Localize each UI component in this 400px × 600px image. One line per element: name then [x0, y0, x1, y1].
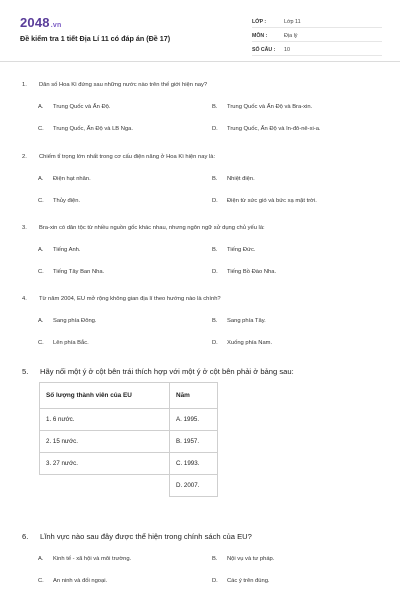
- matching-table: [39, 382, 218, 497]
- option-text: Tiếng Tây Ban Nha.: [53, 269, 105, 275]
- option-key: A.: [38, 176, 44, 182]
- table-cell: C. 1993.: [170, 453, 218, 475]
- option-key: A.: [38, 247, 44, 253]
- meta-value: Địa lý: [284, 32, 298, 39]
- meta-row-class: [252, 16, 382, 28]
- option-text: Tiếng Bồ Đào Nha.: [227, 269, 277, 275]
- question-2-option-b[interactable]: [212, 176, 255, 182]
- table-header-cell: Năm: [170, 383, 218, 409]
- option-key: D.: [212, 340, 218, 346]
- table-cell: 3. 27 nước.: [40, 453, 170, 475]
- question-3-option-b[interactable]: [212, 247, 255, 253]
- option-text: Trung Quốc, Ấn Độ và In-đô-nê-xi-a.: [227, 126, 321, 132]
- question-number: 4.: [22, 296, 27, 302]
- meta-label: SỐ CÂU :: [252, 46, 276, 53]
- question-3-stem: [22, 225, 265, 231]
- question-4-option-d[interactable]: [212, 340, 272, 346]
- meta-row-subject: [252, 30, 382, 42]
- option-text: Trung Quốc, Ấn Độ và LB Nga.: [53, 126, 134, 132]
- option-key: D.: [212, 269, 218, 275]
- question-2-option-d[interactable]: [212, 198, 317, 204]
- question-text: Chiếm tỉ trọng lớn nhất trong cơ cấu điện năng ở Hoa Kì hiện nay là:: [39, 154, 216, 160]
- question-6-option-c[interactable]: [38, 578, 107, 584]
- question-number: 1.: [22, 82, 27, 88]
- option-text: Kinh tế - xã hội và môi trường.: [53, 556, 132, 562]
- meta-value: Lớp 11: [284, 18, 301, 25]
- question-1-stem: [22, 82, 207, 88]
- option-text: Điện hạt nhân.: [53, 176, 91, 182]
- option-key: C.: [38, 340, 44, 346]
- option-text: An ninh và đối ngoại.: [53, 578, 108, 584]
- option-key: C.: [38, 578, 44, 584]
- question-3-option-a[interactable]: [38, 247, 81, 253]
- logo-sub-text: .vn: [50, 22, 62, 29]
- option-text: Tiếng Anh.: [53, 247, 81, 253]
- question-1-option-b[interactable]: [212, 104, 312, 110]
- meta-value: 10: [284, 46, 290, 53]
- question-number: 2.: [22, 154, 27, 160]
- question-2-option-a[interactable]: [38, 176, 91, 182]
- question-number: 3.: [22, 225, 27, 231]
- table-row: [40, 431, 218, 453]
- question-6-option-a[interactable]: [38, 556, 131, 562]
- table-row: [40, 475, 218, 497]
- question-4-stem: [22, 296, 221, 302]
- option-key: D.: [212, 578, 218, 584]
- option-key: B.: [212, 556, 218, 562]
- option-text: Xuống phía Nam.: [227, 340, 273, 346]
- option-key: B.: [212, 104, 218, 110]
- question-1-option-d[interactable]: [212, 126, 321, 132]
- meta-label: MÔN :: [252, 32, 268, 39]
- question-number: 5.: [22, 367, 29, 376]
- option-text: Trung Quốc và Ấn Độ và Bra-xin.: [227, 104, 313, 110]
- site-logo[interactable]: [20, 15, 61, 30]
- table-cell: B. 1957.: [170, 431, 218, 453]
- question-3-option-c[interactable]: [38, 269, 104, 275]
- question-4-option-b[interactable]: [212, 318, 266, 324]
- question-2-option-c[interactable]: [38, 198, 80, 204]
- option-key: A.: [38, 556, 44, 562]
- meta-row-count: [252, 44, 382, 56]
- question-text: Dân số Hoa Kì đứng sau những nước nào trên thế giới hiện nay?: [39, 82, 208, 88]
- question-6-option-b[interactable]: [212, 556, 274, 562]
- logo-main-text: 2048: [20, 15, 50, 30]
- table-cell: 1. 6 nước.: [40, 409, 170, 431]
- table-cell: [40, 475, 170, 497]
- option-key: A.: [38, 104, 44, 110]
- question-1-option-c[interactable]: [38, 126, 133, 132]
- table-cell: 2. 15 nước.: [40, 431, 170, 453]
- page-header: [0, 0, 400, 62]
- question-4-option-c[interactable]: [38, 340, 89, 346]
- question-text: Hãy nối một ý ở cột bên trái thích hợp với một ý ở cột bên phải ở bảng sau:: [40, 367, 294, 376]
- option-key: D.: [212, 198, 218, 204]
- table-cell: D. 2007.: [170, 475, 218, 497]
- question-1-option-a[interactable]: [38, 104, 110, 110]
- option-text: Sang phía Đông.: [53, 318, 97, 324]
- exam-meta: [252, 16, 382, 58]
- question-3-option-d[interactable]: [212, 269, 276, 275]
- option-text: Lên phía Bắc.: [53, 340, 89, 346]
- option-key: C.: [38, 269, 44, 275]
- table-cell: A. 1995.: [170, 409, 218, 431]
- option-text: Nhiệt điện.: [227, 176, 255, 182]
- page-title: Đề kiểm tra 1 tiết Địa Lí 11 có đáp án (Đề 17): [20, 34, 171, 43]
- meta-label: LỚP :: [252, 18, 267, 25]
- option-text: Các ý trên đúng.: [227, 578, 270, 584]
- option-text: Thủy điện.: [53, 198, 81, 204]
- question-6-option-d[interactable]: [212, 578, 270, 584]
- question-2-stem: [22, 154, 215, 160]
- option-text: Sang phía Tây.: [227, 318, 266, 324]
- table-header-row: [40, 383, 218, 409]
- option-key: B.: [212, 247, 218, 253]
- question-5-stem: [22, 367, 294, 376]
- question-6-stem: [22, 532, 252, 541]
- option-text: Tiếng Đức.: [227, 247, 256, 253]
- option-text: Trung Quốc và Ấn Độ.: [53, 104, 111, 110]
- question-text: Lĩnh vực nào sau đây được thể hiện trong chính sách của EU?: [40, 532, 252, 541]
- option-key: B.: [212, 176, 218, 182]
- table-header-cell: Số lượng thành viên của EU: [40, 383, 170, 409]
- option-key: B.: [212, 318, 218, 324]
- option-key: C.: [38, 126, 44, 132]
- option-text: Nội vụ và tư pháp.: [227, 556, 275, 562]
- question-text: Bra-xin có dân tộc từ nhiều nguồn gốc khác nhau, nhưng ngôn ngữ sử dụng chủ yếu là:: [39, 225, 265, 231]
- question-text: Từ năm 2004, EU mở rộng không gian địa lí theo hướng nào là chính?: [39, 296, 221, 302]
- option-text: Điện từ sức gió và bức xạ mặt trời.: [227, 198, 317, 204]
- option-key: D.: [212, 126, 218, 132]
- option-key: C.: [38, 198, 44, 204]
- question-number: 6.: [22, 532, 29, 541]
- option-key: A.: [38, 318, 44, 324]
- question-4-option-a[interactable]: [38, 318, 97, 324]
- table-row: [40, 453, 218, 475]
- table-row: [40, 409, 218, 431]
